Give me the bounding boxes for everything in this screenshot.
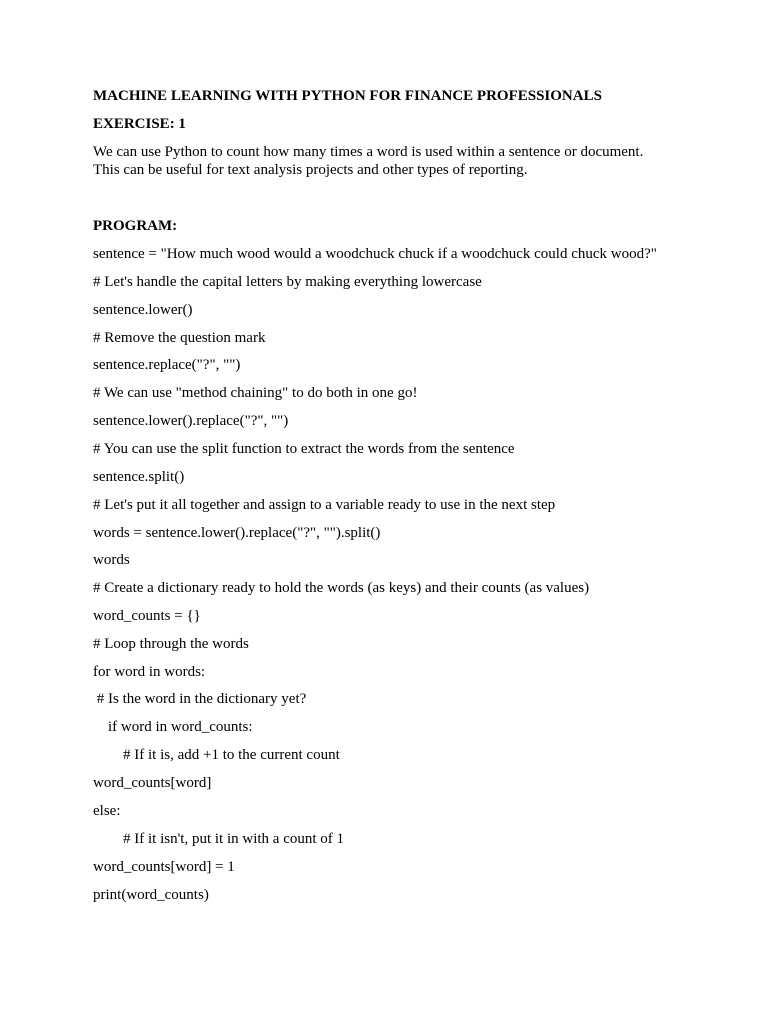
exercise-heading: EXERCISE: 1 <box>93 116 186 132</box>
code-line: for word in words: <box>93 664 206 680</box>
code-line: word_counts[word] = 1 <box>93 859 235 875</box>
code-comment: # Is the word in the dictionary yet? <box>93 691 307 707</box>
intro-line-2: This can be useful for text analysis projects and other types of reporting. <box>93 162 528 178</box>
code-comment: # If it isn't, put it in with a count of 1 <box>93 831 345 847</box>
code-comment: # Loop through the words <box>93 636 249 652</box>
code-line: else: <box>93 803 121 819</box>
code-line: words <box>93 552 130 568</box>
intro-line-1: We can use Python to count how many times a word is used within a sentence or document. <box>93 144 644 160</box>
code-comment: # We can use "method chaining" to do both in one go! <box>93 385 418 401</box>
document-title: MACHINE LEARNING WITH PYTHON FOR FINANCE PROFESSIONALS <box>93 88 602 104</box>
program-heading: PROGRAM: <box>93 218 178 234</box>
code-line: sentence.lower() <box>93 302 193 318</box>
code-line: print(word_counts) <box>93 887 209 903</box>
code-line: word_counts[word] <box>93 775 212 791</box>
code-comment: # If it is, add +1 to the current count <box>93 747 340 763</box>
code-line: sentence.replace("?", "") <box>93 357 241 373</box>
code-line: if word in word_counts: <box>93 719 253 735</box>
code-comment: # Remove the question mark <box>93 330 266 346</box>
code-line: sentence.split() <box>93 469 185 485</box>
code-line: words = sentence.lower().replace("?", "").split() <box>93 525 381 541</box>
code-comment: # Let's handle the capital letters by making everything lowercase <box>93 274 482 290</box>
code-line: sentence.lower().replace("?", "") <box>93 413 289 429</box>
code-comment: # Create a dictionary ready to hold the words (as keys) and their counts (as values) <box>93 580 590 596</box>
code-line: sentence = "How much wood would a woodchuck chuck if a woodchuck could chuck wood?" <box>93 246 657 262</box>
code-comment: # Let's put it all together and assign to a variable ready to use in the next step <box>93 497 556 513</box>
code-comment: # You can use the split function to extract the words from the sentence <box>93 441 515 457</box>
code-line: word_counts = {} <box>93 608 201 624</box>
